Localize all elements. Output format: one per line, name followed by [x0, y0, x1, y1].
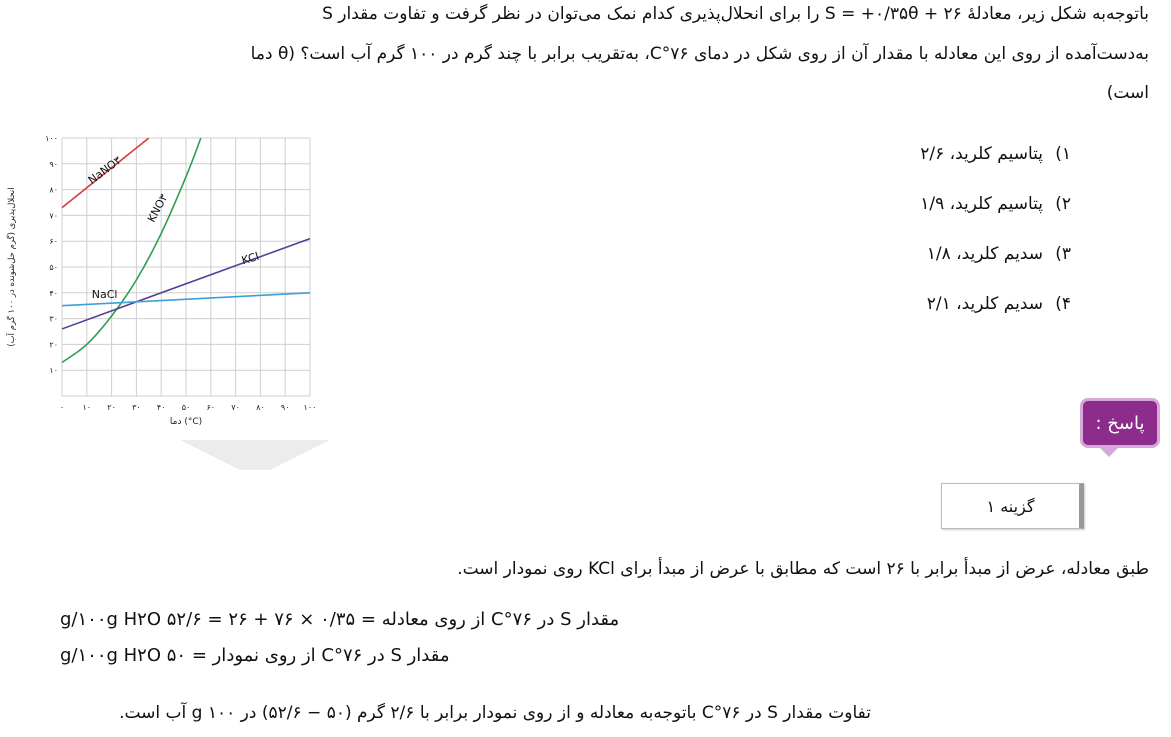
solution-equation-2: مقدار S در ۷۶°C از روی نمودار = ۵۰ g/۱۰۰g H۲O [60, 645, 450, 666]
option-text: پتاسیم کلرید، ۱/۹ [920, 194, 1043, 214]
x-tick-label: ۸۰ [256, 403, 265, 412]
option-text: سدیم کلرید، ۱/۸ [926, 244, 1043, 264]
solubility-chart [0, 128, 340, 438]
solution-equation-1: مقدار S در ۷۶°C از روی معادله = ۰/۳۵ × ۷۶ + ۲۶ = ۵۲/۶ g/۱۰۰g H۲O [60, 609, 620, 630]
x-tick-label: ۴۰ [156, 403, 166, 412]
y-tick-label: ۴۰ [49, 288, 58, 298]
x-tick-label: ۵۰ [181, 403, 191, 412]
option-number: ۴) [1055, 294, 1071, 314]
question-line-3: است) [1106, 83, 1149, 103]
option-4[interactable] [927, 294, 1071, 314]
series-label: KCl [240, 249, 261, 268]
x-tick-label: ۰ [59, 403, 65, 412]
solution-conclusion: تفاوت مقدار S در ۷۶°C باتوجه‌به معادله و از روی نمودار برابر با ۲/۶ گرم (۵۰ − ۵۲/۶) در ۱۰۰ g آب است. [119, 703, 871, 723]
y-axis-label: انحلال‌پذیری (گرم حل‌شونده در ۱۰۰ گرم آب) [7, 187, 17, 347]
y-tick-label: ۲۰ [49, 340, 58, 350]
series-label: KNO۳ [144, 191, 171, 225]
x-tick-label: ۳۰ [132, 403, 141, 412]
option-2[interactable] [920, 194, 1071, 214]
solution-line-1: طبق معادله، عرض از مبدأ برابر با ۲۶ است که مطابق با عرض از مبدأ برای KCl روی نمودار است. [457, 559, 1149, 579]
answer-badge: پاسخ : [1080, 398, 1160, 448]
option-3[interactable] [927, 244, 1071, 264]
x-tick-label: ۲۰ [107, 403, 116, 412]
y-tick-label: ۱۰ [49, 366, 58, 376]
y-tick-label: ۱۰۰ [45, 134, 58, 143]
x-axis-label: دما (°C) [169, 417, 203, 427]
option-1[interactable] [920, 144, 1071, 164]
option-text: پتاسیم کلرید، ۲/۶ [920, 144, 1043, 164]
y-tick-label: ۳۰ [49, 314, 58, 324]
watermark-shape [180, 440, 330, 470]
y-tick-label: ۷۰ [49, 211, 58, 221]
y-tick-label: ۹۰ [49, 159, 58, 169]
question-line-2: به‌دست‌آمده از روی این معادله با مقدار آن از روی شکل در دمای ۷۶°C، به‌تقریب برابر با چند گرم در ۱۰۰ گرم آب است؟ (θ دما [250, 44, 1149, 64]
option-number: ۲) [1055, 194, 1071, 214]
option-text: سدیم کلرید، ۲/۱ [926, 294, 1043, 314]
question-line-1: باتوجه‌به شکل زیر، معادلهٔ S = +۰/۳۵θ + ۲۶ را برای انحلال‌پذیری کدام نمک می‌توان در نظر گرفت و تفاوت مقدار S [322, 4, 1149, 24]
x-tick-label: ۱۰۰ [303, 403, 317, 412]
x-tick-label: ۱۰ [82, 403, 92, 412]
correct-choice-box: گزینه ۱ [941, 483, 1084, 529]
series-line-kno [62, 138, 201, 362]
x-tick-label: ۷۰ [231, 403, 240, 412]
y-tick-label: ۵۰ [49, 263, 58, 272]
option-number: ۱) [1055, 144, 1071, 164]
series-label: NaCl [91, 287, 118, 301]
y-tick-label: ۶۰ [49, 237, 58, 247]
option-number: ۳) [1055, 244, 1071, 264]
x-tick-label: ۹۰ [280, 403, 290, 412]
series-label: NaNO۳ [85, 153, 124, 187]
y-tick-label: ۸۰ [49, 185, 58, 195]
x-tick-label: ۶۰ [206, 403, 216, 412]
